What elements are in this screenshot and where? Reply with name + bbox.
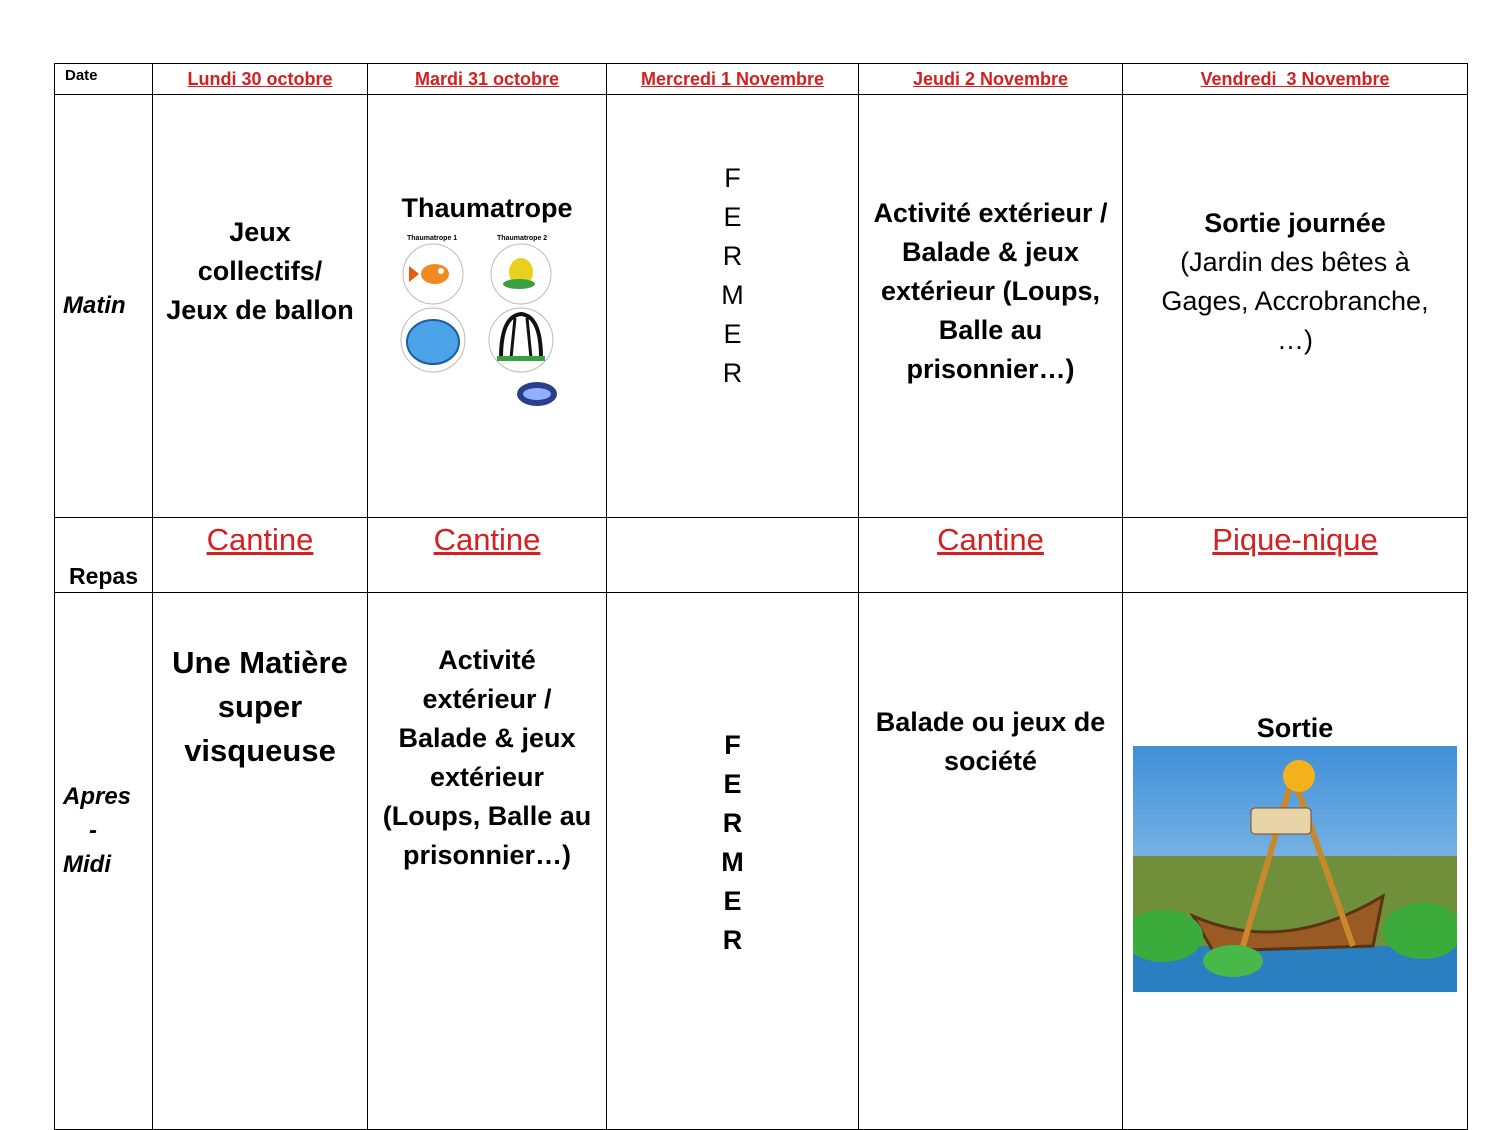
text-line: (Jardin des bêtes à: [1180, 247, 1410, 277]
sun-icon: [1283, 760, 1315, 792]
repas-vendredi: Pique-nique: [1123, 518, 1468, 593]
text-line: super: [217, 689, 303, 724]
sortie-journee-title: Sortie journée: [1204, 208, 1386, 238]
matin-mercredi-cell: [607, 95, 859, 518]
repas-jeudi: Cantine: [859, 518, 1123, 593]
repas-mardi: Cantine: [368, 518, 607, 593]
text-line: Jeux: [229, 216, 291, 247]
cage-disc: [489, 308, 553, 372]
text-line: société: [943, 746, 1038, 776]
activity-schedule-table: [54, 63, 1468, 1130]
apres-midi-label: [55, 593, 153, 1130]
date-label: Date: [55, 64, 153, 95]
text-line: Jeux de ballon: [166, 294, 354, 325]
fishbowl-icon: [407, 320, 459, 364]
apres-jeudi-cell: [859, 593, 1123, 1130]
matin-row: [55, 95, 1468, 518]
text-line: -: [89, 817, 97, 844]
thaumatrope-1-label: Thaumatrope 1: [407, 234, 458, 242]
fermer-letter: R: [722, 925, 743, 955]
text-line: Balade & jeux: [901, 236, 1080, 267]
text-line: visqueuse: [184, 733, 336, 768]
pirate-ship-ride-image: [1133, 746, 1457, 992]
day-header-vendredi: Vendredi 3 Novembre: [1123, 64, 1468, 95]
fermer-letter: M: [721, 280, 744, 310]
text-line: Midi: [63, 851, 111, 878]
day-header-lundi: Lundi 30 octobre: [153, 64, 368, 95]
text-line: …): [1277, 325, 1313, 355]
text-line: extérieur (Loups,: [880, 275, 1101, 306]
text-line: extérieur: [429, 762, 545, 792]
thaumatrope-title: Thaumatrope: [401, 192, 573, 223]
repas-mercredi: [607, 518, 859, 593]
header-row: [55, 64, 1468, 95]
fermer-letter: F: [724, 730, 741, 760]
fermer-letter: E: [723, 769, 742, 799]
fermer-letter: R: [722, 808, 743, 838]
apres-mardi-cell: [368, 593, 607, 1130]
text-line: Gages, Accrobranche,: [1161, 286, 1429, 316]
fermer-letter: E: [723, 886, 742, 916]
fermer-letter: F: [724, 163, 741, 193]
matin-jeudi-cell: [859, 95, 1123, 518]
text-line: collectifs/: [197, 255, 323, 286]
day-header-mercredi: Mercredi 1 Novembre: [607, 64, 859, 95]
matin-vendredi-cell: [1123, 95, 1468, 518]
fish-icon: [421, 264, 449, 284]
day-header-jeudi: Jeudi 2 Novembre: [859, 64, 1123, 95]
repas-label: Repas: [55, 518, 153, 593]
fermer-letter: R: [722, 358, 743, 388]
day-header-mardi: Mardi 31 octobre: [368, 64, 607, 95]
text-line: Balle au: [938, 314, 1043, 345]
text-line: Activité extérieur /: [873, 197, 1108, 228]
text-line: extérieur /: [422, 684, 552, 714]
sortie-title: Sortie: [1256, 713, 1334, 743]
text-line: Activité: [438, 645, 536, 675]
text-line: Balade ou jeux de: [875, 707, 1106, 737]
fermer-letter: M: [721, 847, 744, 877]
thaumatrope-2-label: Thaumatrope 2: [497, 234, 548, 242]
text-line: Une Matière: [172, 645, 348, 680]
fermer-letter: R: [722, 241, 743, 271]
text-line: Balade & jeux: [398, 723, 576, 753]
fermer-letter: E: [723, 202, 742, 232]
text-line: prisonnier…): [402, 840, 571, 870]
matin-mardi-cell: [368, 95, 607, 518]
matin-label: Matin: [55, 95, 153, 518]
apres-vendredi-cell: [1123, 593, 1468, 1130]
fermer-letter: E: [723, 319, 742, 349]
repas-row: [55, 518, 1468, 593]
apres-lundi-cell: [153, 593, 368, 1130]
thaumatrope-image: [397, 234, 577, 414]
text-line: prisonnier…): [906, 353, 1075, 384]
apres-mercredi-cell: [607, 593, 859, 1130]
text-line: (Loups, Balle au: [382, 801, 592, 831]
matin-lundi-cell: [153, 95, 368, 518]
apres-midi-row: [55, 593, 1468, 1130]
text-line: Apres: [63, 783, 132, 810]
repas-lundi: Cantine: [153, 518, 368, 593]
pirate-sign: [1251, 808, 1311, 834]
